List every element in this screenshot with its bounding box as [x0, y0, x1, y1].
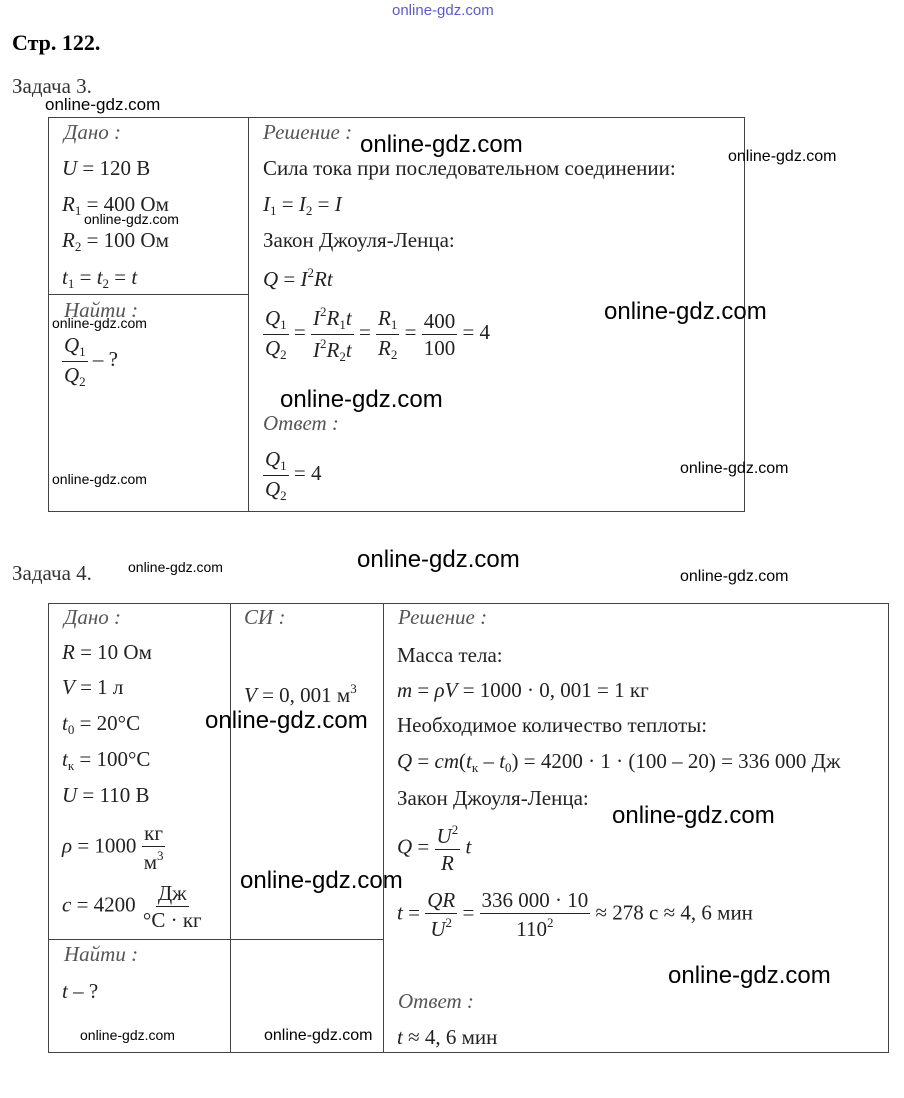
task4-eq-heat: $Q = cm(t_к - t_0) = 4200 \cdot 1 \cdot (100 - 20) = 336$ 000 Дж — [397, 749, 841, 775]
watermark[interactable]: online-gdz.com — [612, 802, 775, 829]
task4-answer: t ≈ 4, 6 мин — [397, 1025, 498, 1049]
task3-title: Задача 3. — [12, 74, 92, 98]
watermark[interactable]: online-gdz.com — [680, 568, 789, 585]
task4-given-v: V = 1 л — [62, 675, 124, 699]
task3-eq-joule: $Q = I^2Rt$ — [263, 265, 333, 291]
watermark[interactable]: online-gdz.com — [668, 962, 831, 989]
watermark[interactable]: online-gdz.com — [392, 2, 494, 19]
task4-find-label: Найти : — [64, 942, 139, 966]
task3-eq-ratio: $\frac{Q_1}{Q_2}$ = $\frac{I^2R_1t}{I^2R_2t}$ = $\frac{R_1}{R_2}$ = $\frac{400}{100}$ = 4 — [265, 304, 491, 364]
task3-eq-current: $I_1 = I_2 = I$ — [263, 192, 342, 218]
task4-divider-solution — [383, 603, 384, 1053]
task3-law: Закон Джоуля-Ленца: — [263, 228, 455, 252]
task3-divider — [248, 117, 249, 512]
task4-eq-mass: m = ρV = 1000 · 0, 001 = 1 кг — [397, 678, 649, 702]
task4-law: Закон Джоуля-Ленца: — [397, 786, 589, 810]
task3-answer: $\frac{Q_1}{Q_2}$ = 4 — [265, 447, 322, 503]
task4-si-v: V = 0, 001 $м^3$ — [244, 681, 357, 707]
watermark[interactable]: online-gdz.com — [360, 131, 523, 158]
task3-find-label: Найти : — [64, 298, 139, 322]
watermark[interactable]: online-gdz.com — [45, 95, 161, 114]
task4-given-rho: ρ = 1000 $\frac{кг}{м^3}$ — [62, 821, 164, 875]
task4-given-u: U = 110 В — [62, 783, 150, 807]
task4-given-r: R = 10 Ом — [62, 640, 152, 664]
watermark[interactable]: online-gdz.com — [52, 471, 147, 487]
watermark[interactable]: online-gdz.com — [728, 148, 837, 165]
task4-si-label: СИ : — [244, 605, 286, 629]
watermark[interactable]: online-gdz.com — [128, 559, 223, 575]
task3-given-u: U = 120 В — [62, 156, 151, 180]
task4-given-c: c = 4200 $\frac{Дж}{^\circ C \cdot кг}$ — [62, 881, 202, 933]
watermark[interactable]: online-gdz.com — [680, 460, 789, 477]
task3-given-t: $t_1 = t_2 = t$ — [62, 265, 138, 291]
watermark[interactable]: online-gdz.com — [80, 1027, 175, 1043]
task4-eq-law: Q = $\frac{U^2}{R}$ t — [397, 822, 472, 876]
task4-eq-t: t = $\frac{QR}{U^2}$ = $\frac{336 000 \cdot 10}{110^2}$ ≈ 278 с ≈ 4, 6 мин — [397, 888, 753, 942]
task4-divider-si — [230, 603, 231, 1053]
watermark[interactable]: online-gdz.com — [52, 315, 147, 331]
watermark[interactable]: online-gdz.com — [280, 386, 443, 413]
task4-heat-text: Необходимое количество теплоты: — [397, 713, 708, 737]
task4-given-label: Дано : — [64, 605, 122, 629]
page-heading: Стр. 122. — [12, 30, 101, 55]
watermark[interactable]: online-gdz.com — [264, 1027, 373, 1044]
task3-solution-text: Сила тока при последовательном соединении: — [263, 156, 676, 180]
watermark[interactable]: online-gdz.com — [357, 546, 520, 573]
task4-solution-label: Решение : — [398, 605, 488, 629]
task4-find: t – ? — [62, 979, 99, 1003]
task3-solution-label: Решение : — [263, 120, 353, 144]
watermark[interactable]: online-gdz.com — [205, 707, 368, 734]
task3-given-r1: $R_1 = 400$ Ом — [62, 192, 169, 218]
task3-given-divider — [48, 294, 248, 295]
task4-given-tk: $t_к = 100^\circ C$ — [62, 747, 151, 773]
watermark[interactable]: online-gdz.com — [604, 298, 767, 325]
task3-given-r2: $R_2 = 100$ Ом — [62, 228, 169, 254]
task4-given-t0: $t_0 = 20^\circ C$ — [62, 711, 141, 737]
watermark[interactable]: online-gdz.com — [84, 211, 179, 227]
task4-mass-text: Масса тела: — [397, 643, 503, 667]
watermark[interactable]: online-gdz.com — [240, 867, 403, 894]
task4-title: Задача 4. — [12, 561, 92, 585]
task3-given-label: Дано : — [64, 120, 122, 144]
task4-answer-label: Ответ : — [398, 989, 474, 1013]
task4-given-divider — [48, 939, 383, 940]
task3-answer-label: Ответ : — [263, 411, 339, 435]
task3-find: $\frac{Q_1}{Q_2}$ – ? — [64, 333, 118, 389]
